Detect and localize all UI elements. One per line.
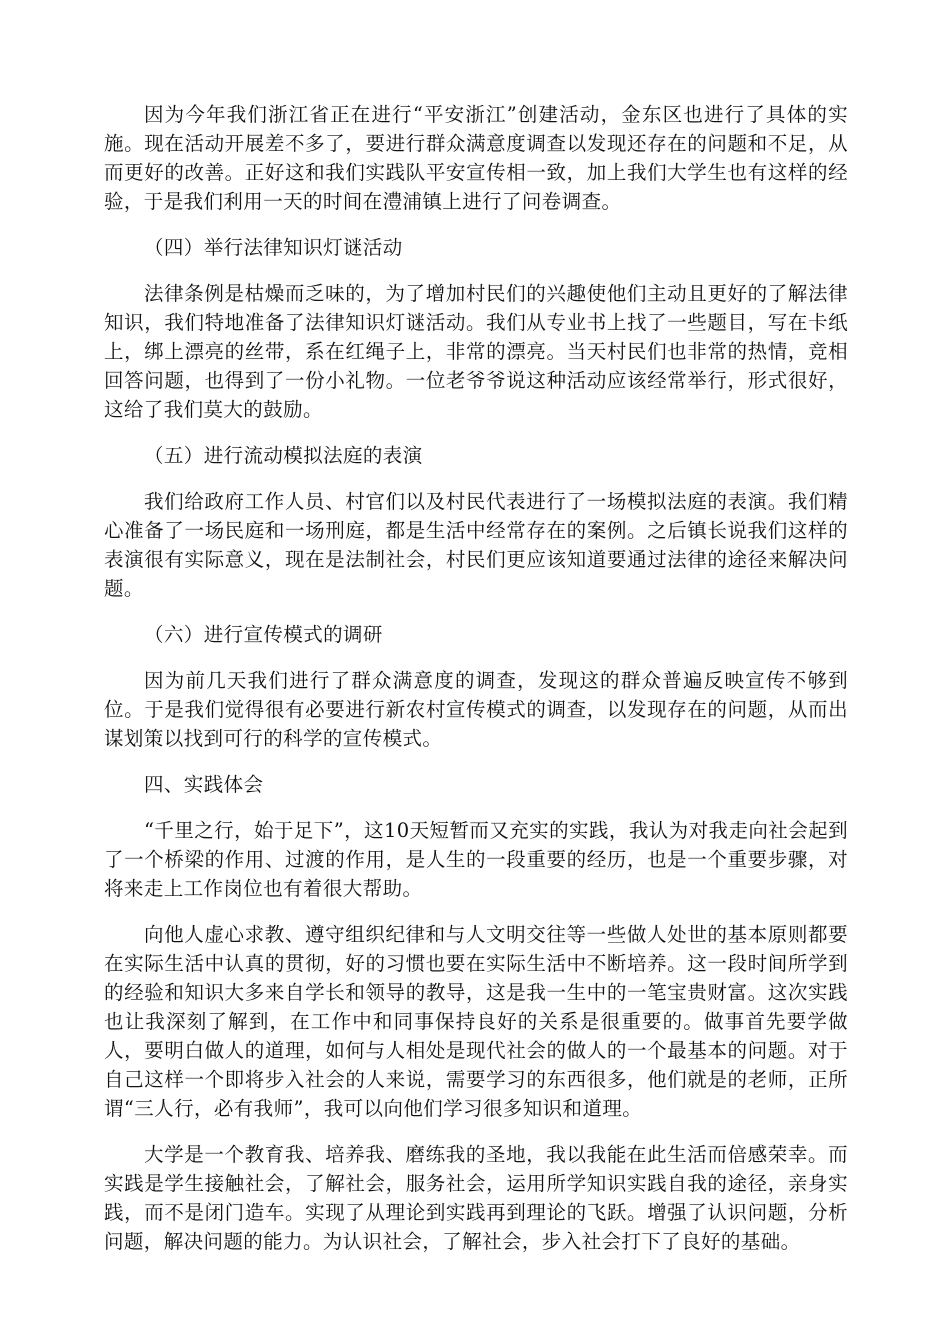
paragraph-reflection-1: “千里之行，始于足下”，这10天短暂而又充实的实践，我认为对我走向社会起到了一个桥梁的作用、过渡的作用，是人生的一段重要的经历，也是一个重要步骤，对将来走上工作岗位也有着很大帮助。 (104, 819, 848, 900)
paragraph-reflection-2: 向他人虚心求教、遵守组织纪律和与人文明交往等一些做人处世的基本原则都要在实际生活中认真的贯彻，好的习惯也要在实际生活中不断培养。这一段时间所学到的经验和知识大多来自学长和领导的教导，这是我一生中的一笔宝贵财富。这次实践也让我深刻了解到，在工作中和同事保持良好的关系是很重要的。做事首先要学做人，要明白做人的道理，如何与人相处是现代社会的做人的一个最基本的问题。对于自己这样一个即将步入社会的人来说，需要学习的东西很多，他们就是的老师，正所谓“三人行，必有我师”，我可以向他们学习很多知识和道理。 (104, 923, 848, 1120)
heading-lantern-riddles: （四）举行法律知识灯谜活动 (144, 236, 403, 259)
heading-publicity-research: （六）进行宣传模式的调研 (144, 623, 383, 646)
document-body (104, 100, 848, 1273)
paragraph-publicity-research: 因为前几天我们进行了群众满意度的调查，发现这的群众普遍反映宣传不够到位。于是我们觉得很有必要进行新农村宣传模式的调查，以发现存在的问题，从而出谋划策以找到可行的科学的宣传模式。 (104, 669, 848, 750)
paragraph-mock-court: 我们给政府工作人员、村官们以及村民代表进行了一场模拟法庭的表演。我们精心准备了一场民庭和一场刑庭，都是生活中经常存在的案例。之后镇长说我们这样的表演很有实际意义，现在是法制社会，村民们更应该知道要通过法律的途径来解决问题。 (104, 490, 848, 600)
paragraph-survey: 因为今年我们浙江省正在进行“平安浙江”创建活动，金东区也进行了具体的实施。现在活动开展差不多了，要进行群众满意度调查以发现还存在的问题和不足，从而更好的改善。正好这和我们实践队平安宣传相一致，加上我们大学生也有这样的经验，于是我们利用一天的时间在澧浦镇上进行了问卷调查。 (104, 103, 848, 213)
paragraph-lantern-riddles: 法律条例是枯燥而乏味的，为了增加村民们的兴趣使他们主动且更好的了解法律知识，我们特地准备了法律知识灯谜活动。我们从专业书上找了一些题目，写在卡纸上，绑上漂亮的丝带，系在红绳子上，非常的漂亮。当天村民们也非常的热情，竞相回答问题，也得到了一份小礼物。一位老爷爷说这种活动应该经常举行，形式很好，这给了我们莫大的鼓励。 (104, 282, 848, 421)
paragraph-reflection-3: 大学是一个教育我、培养我、磨练我的圣地，我以我能在此生活而倍感荣幸。而实践是学生接触社会，了解社会，服务社会，运用所学知识实践自我的途径，亲身实践，而不是闭门造车。实现了从理论到实践再到理论的飞跃。增强了认识问题，分析问题，解决问题的能力。为认识社会，了解社会，步入社会打下了良好的基础。 (104, 1143, 848, 1253)
heading-mock-court: （五）进行流动模拟法庭的表演 (144, 444, 423, 467)
section-title-reflections: 四、实践体会 (144, 773, 264, 796)
